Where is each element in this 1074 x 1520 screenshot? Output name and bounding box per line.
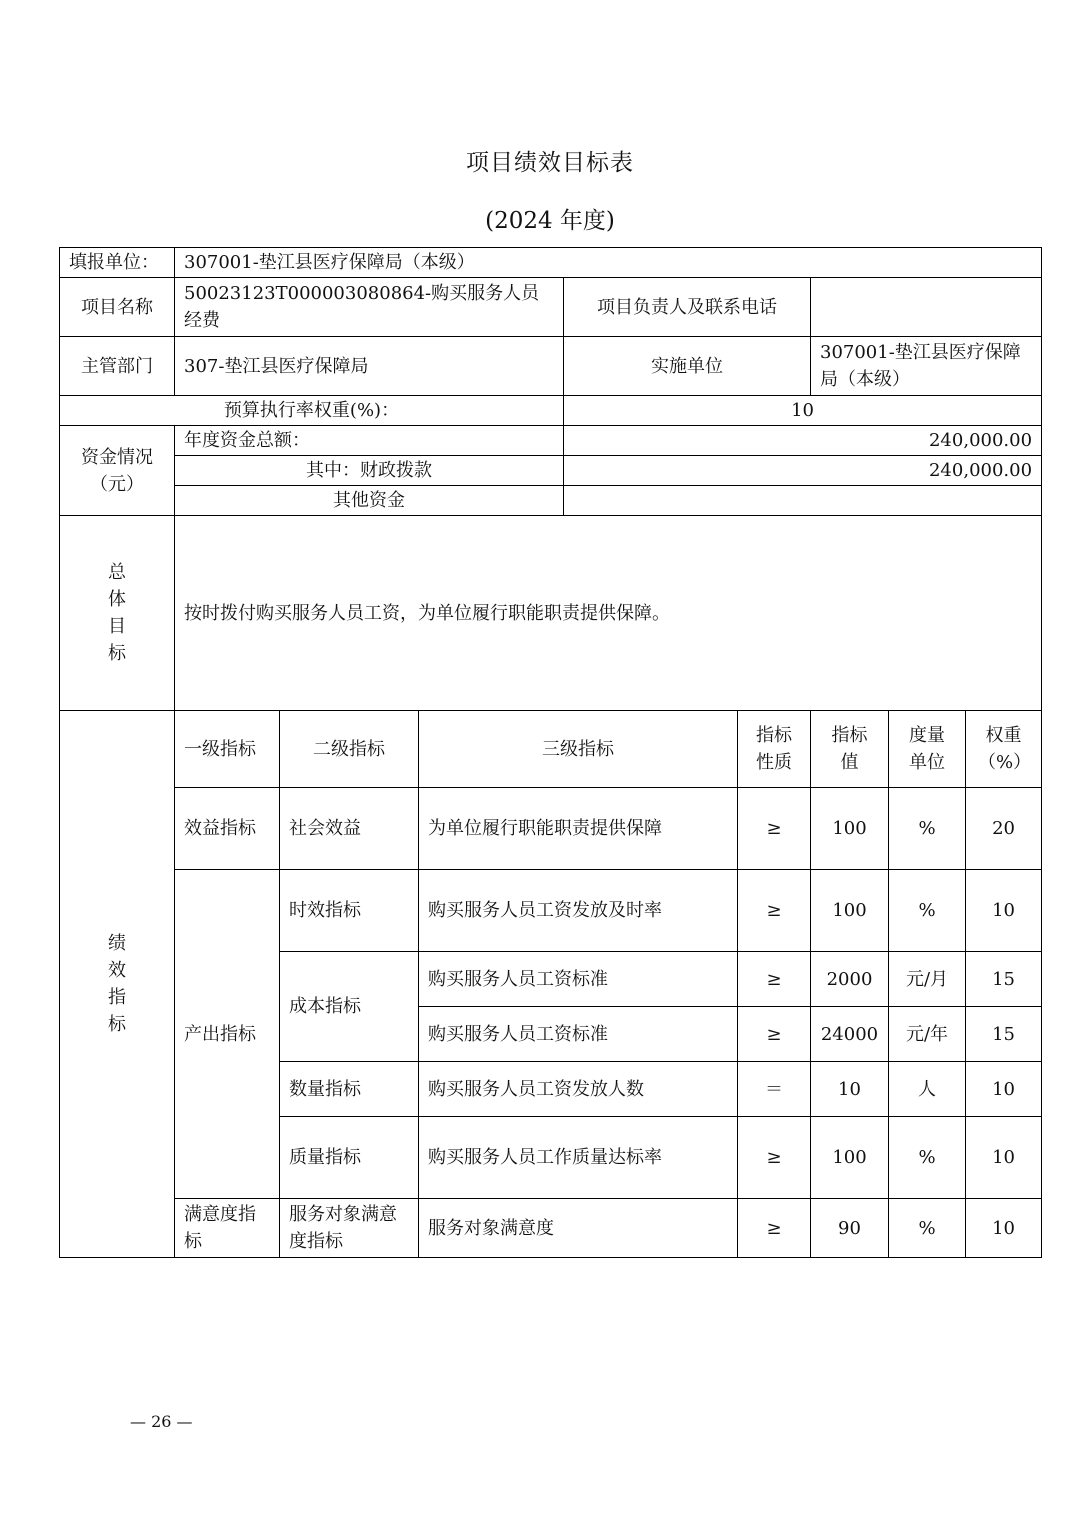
funds-label: 资金情况（元） <box>60 426 175 516</box>
unit-cell: 元/月 <box>889 952 966 1007</box>
value-cell: 100 <box>811 870 889 952</box>
fill-unit-row <box>60 248 1042 278</box>
funds-other-label: 其他资金 <box>175 486 564 516</box>
header-level2: 二级指标 <box>280 711 419 788</box>
unit-cell: 元/年 <box>889 1007 966 1062</box>
project-name-row <box>60 278 1042 337</box>
header-unit: 度量单位 <box>889 711 966 788</box>
budget-weight-label: 预算执行率权重(%)： <box>60 396 564 426</box>
nature-cell: ≥ <box>738 1117 811 1199</box>
weight-cell: 10 <box>966 870 1042 952</box>
funds-fiscal-label: 其中：财政拨款 <box>175 456 564 486</box>
value-cell: 100 <box>811 788 889 870</box>
indicator-header-row <box>60 711 1042 788</box>
level1-cell: 满意度指标 <box>175 1199 280 1258</box>
value-cell: 10 <box>811 1062 889 1117</box>
nature-cell: ≥ <box>738 952 811 1007</box>
performance-target-table <box>59 247 1042 1258</box>
funds-fiscal-row <box>60 456 1042 486</box>
nature-cell: ≥ <box>738 788 811 870</box>
funds-other-value <box>564 486 1042 516</box>
contact-value <box>811 278 1042 337</box>
unit-cell: % <box>889 870 966 952</box>
level2-cell: 数量指标 <box>280 1062 419 1117</box>
header-value: 指标值 <box>811 711 889 788</box>
table-row <box>60 870 1042 952</box>
unit-cell: 人 <box>889 1062 966 1117</box>
level3-cell: 购买服务人员工资发放及时率 <box>419 870 738 952</box>
level3-cell: 服务对象满意度 <box>419 1199 738 1258</box>
overall-goal-row <box>60 516 1042 711</box>
level3-cell: 购买服务人员工资标准 <box>419 952 738 1007</box>
dept-value: 307-垫江县医疗保障局 <box>175 337 564 396</box>
value-cell: 100 <box>811 1117 889 1199</box>
project-name-value: 50023123T000003080864-购买服务人员经费 <box>175 278 564 337</box>
funds-total-value: 240,000.00 <box>564 426 1042 456</box>
value-cell: 2000 <box>811 952 889 1007</box>
weight-cell: 15 <box>966 952 1042 1007</box>
impl-label: 实施单位 <box>564 337 811 396</box>
weight-cell: 10 <box>966 1062 1042 1117</box>
nature-cell: ＝ <box>738 1062 811 1117</box>
table-row <box>60 1199 1042 1258</box>
budget-weight-row <box>60 396 1042 426</box>
weight-cell: 10 <box>966 1117 1042 1199</box>
contact-label: 项目负责人及联系电话 <box>564 278 811 337</box>
level1-cell: 产出指标 <box>175 870 280 1199</box>
overall-goal-label: 总 体 目 标 <box>60 516 175 711</box>
table-row <box>60 788 1042 870</box>
unit-cell: % <box>889 1117 966 1199</box>
funds-total-label: 年度资金总额： <box>175 426 564 456</box>
impl-value: 307001-垫江县医疗保障局（本级） <box>811 337 1042 396</box>
weight-cell: 10 <box>966 1199 1042 1258</box>
weight-cell: 20 <box>966 788 1042 870</box>
level2-cell: 社会效益 <box>280 788 419 870</box>
funds-fiscal-value: 240,000.00 <box>564 456 1042 486</box>
header-weight: 权重（%） <box>966 711 1042 788</box>
level3-cell: 购买服务人员工资标准 <box>419 1007 738 1062</box>
level2-cell: 服务对象满意度指标 <box>280 1199 419 1258</box>
unit-cell: % <box>889 788 966 870</box>
page-number: — 26 — <box>130 1412 193 1431</box>
level3-cell: 购买服务人员工作质量达标率 <box>419 1117 738 1199</box>
level2-cell: 质量指标 <box>280 1117 419 1199</box>
indicators-label: 绩 效 指 标 <box>60 711 175 1258</box>
value-cell: 24000 <box>811 1007 889 1062</box>
level3-cell: 购买服务人员工资发放人数 <box>419 1062 738 1117</box>
page-title: 项目绩效目标表 <box>466 150 634 176</box>
header-level1: 一级指标 <box>175 711 280 788</box>
funds-total-row <box>60 426 1042 456</box>
fill-unit-value: 307001-垫江县医疗保障局（本级） <box>175 248 1042 278</box>
funds-other-row <box>60 486 1042 516</box>
level2-cell: 时效指标 <box>280 870 419 952</box>
dept-row <box>60 337 1042 396</box>
header-level3: 三级指标 <box>419 711 738 788</box>
overall-goal-text: 按时拨付购买服务人员工资，为单位履行职能职责提供保障。 <box>175 516 1042 711</box>
weight-cell: 15 <box>966 1007 1042 1062</box>
level2-cell: 成本指标 <box>280 952 419 1062</box>
dept-label: 主管部门 <box>60 337 175 396</box>
nature-cell: ≥ <box>738 1199 811 1258</box>
value-cell: 90 <box>811 1199 889 1258</box>
level3-cell: 为单位履行职能职责提供保障 <box>419 788 738 870</box>
header-nature: 指标性质 <box>738 711 811 788</box>
page-subtitle: (2024 年度) <box>485 208 615 234</box>
nature-cell: ≥ <box>738 870 811 952</box>
unit-cell: % <box>889 1199 966 1258</box>
fill-unit-label: 填报单位： <box>60 248 175 278</box>
budget-weight-value: 10 <box>564 396 1042 426</box>
project-name-label: 项目名称 <box>60 278 175 337</box>
level1-cell: 效益指标 <box>175 788 280 870</box>
nature-cell: ≥ <box>738 1007 811 1062</box>
